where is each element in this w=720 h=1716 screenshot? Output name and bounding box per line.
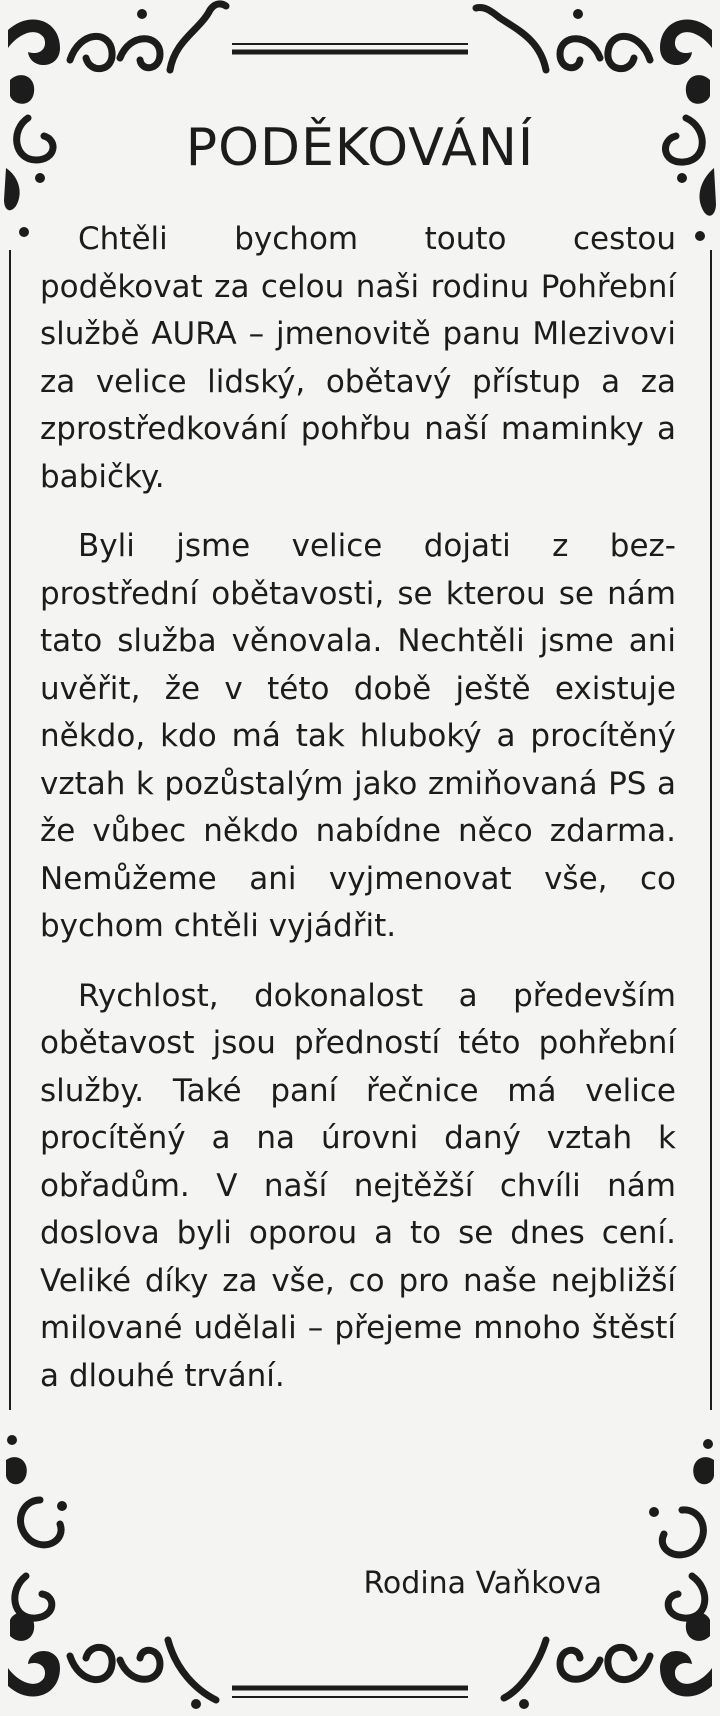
notice-body <box>40 216 676 1400</box>
paragraph-1: Chtěli bychom touto cestou poděkovat za celou naši rodinu Pohřební službě AURA – jmenovitě panu Mlezivovi za velice lidský, obětavý přístup a za zprostředkování pohřbu naší maminky a babičky. <box>40 221 676 495</box>
notice-title: PODĚKOVÁNÍ <box>185 118 535 178</box>
signature: Rodina Vaňkova <box>363 1566 602 1601</box>
flourish-bottom-left <box>6 1435 216 1709</box>
paragraph-2: Byli jsme velice dojati z bez-prostřední obětavosti, se kterou se nám tato služba věnovala. Nechtěli jsme ani uvěřit, že v této době ještě existuje někdo, kdo má tak hluboký a procítěný vztah k pozůstalým jako zmiňovaná PS a že vůbec někdo nabídne něco zdarma. Nemůžeme ani vyjmenovat vše, co bychom chtěli vyjádřit. <box>40 528 676 944</box>
paragraph-3: Rychlost, dokonalost a především obětavost jsou předností této pohřební služby. Také paní řečnice má velice procítěný a na úrovni daný vztah k obřadům. V naší nejtěžší chvíli nám doslova byli oporou a to se dnes cení. Veliké díky za vše, co pro naše nejbližší milované udělali – přejeme mnoho štěstí a dlouhé trvání. <box>40 977 676 1394</box>
